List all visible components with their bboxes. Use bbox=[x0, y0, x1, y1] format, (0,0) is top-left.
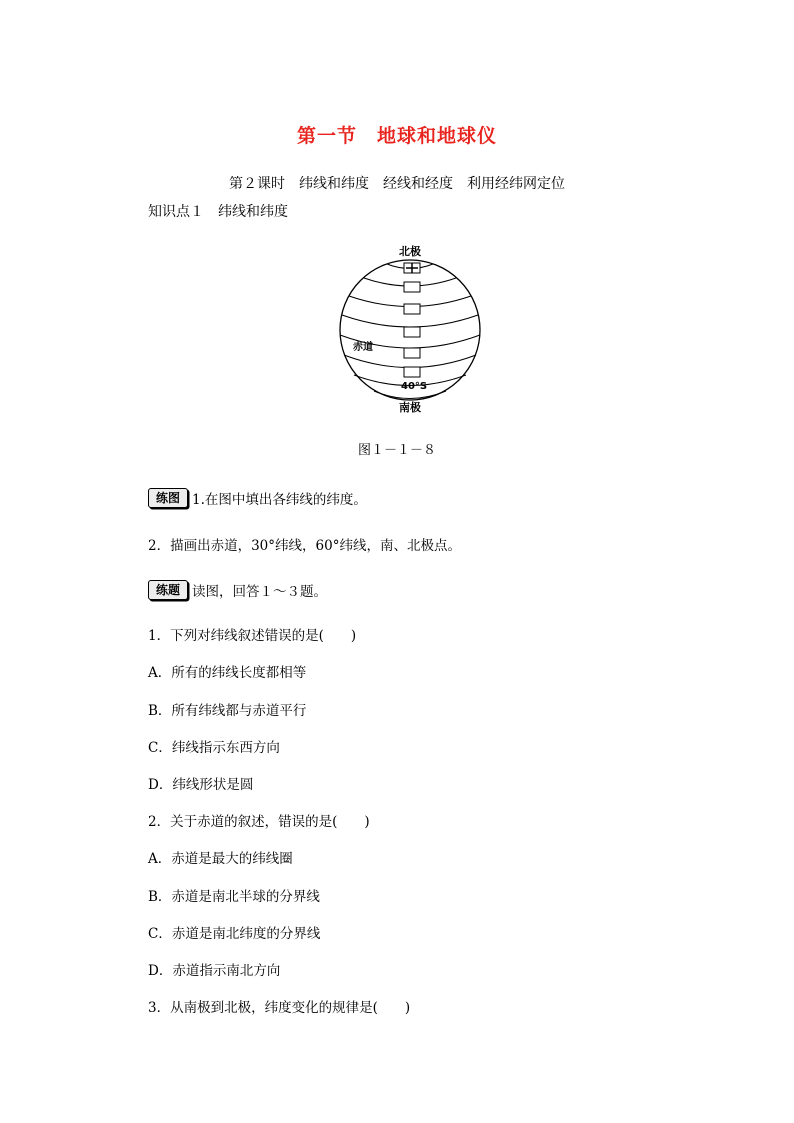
north-pole-label: 北极 bbox=[399, 245, 421, 258]
knowledge-point-heading: 知识点１ 纬线和纬度 bbox=[148, 204, 288, 220]
globe-latitude-figure bbox=[330, 238, 490, 418]
question-2-option-c: C．赤道是南北纬度的分界线 bbox=[148, 926, 321, 942]
question-1-option-c: C．纬线指示东西方向 bbox=[148, 740, 280, 756]
exercise-intro bbox=[148, 580, 327, 603]
question-1-stem: 1．下列对纬线叙述错误的是( ) bbox=[148, 628, 357, 644]
question-2-stem: 2．关于赤道的叙述，错误的是( ) bbox=[148, 814, 370, 830]
question-1-option-a: A．所有的纬线长度都相等 bbox=[148, 665, 307, 681]
question-1-option-d: D．纬线形状是圆 bbox=[148, 777, 254, 793]
question-2-option-b: B．赤道是南北半球的分界线 bbox=[148, 889, 320, 905]
figure-caption: 图１－１－８ bbox=[357, 443, 436, 458]
exercise-badge-questions: 练题 bbox=[148, 580, 188, 600]
equator-label: 赤道 bbox=[353, 342, 373, 353]
page-title: 第一节 地球和地球仪 bbox=[296, 125, 497, 147]
question-2-option-d: D．赤道指示南北方向 bbox=[148, 963, 281, 979]
exercise-task-1 bbox=[148, 488, 367, 511]
lesson-subtitle: 第２课时 纬线和纬度 经线和经度 利用经纬网定位 bbox=[229, 176, 565, 192]
question-2-option-a: A．赤道是最大的纬线圈 bbox=[148, 851, 293, 867]
exercise-badge-figure: 练图 bbox=[148, 488, 188, 508]
question-3-stem: 3．从南极到北极，纬度变化的规律是( ) bbox=[148, 1000, 411, 1016]
latitude-40s-label: 40°S bbox=[401, 381, 428, 392]
task-2-text: 2．描画出赤道，30°纬线，60°纬线，南、北极点。 bbox=[148, 538, 461, 554]
south-pole-label: 南极 bbox=[399, 401, 421, 414]
question-1-option-b: B．所有纬线都与赤道平行 bbox=[148, 703, 307, 719]
intro-text: 读图，回答１～３题。 bbox=[192, 584, 327, 600]
task-1-text: 1.在图中填出各纬线的纬度。 bbox=[192, 492, 367, 508]
latitude-answer-boxes bbox=[404, 263, 420, 377]
